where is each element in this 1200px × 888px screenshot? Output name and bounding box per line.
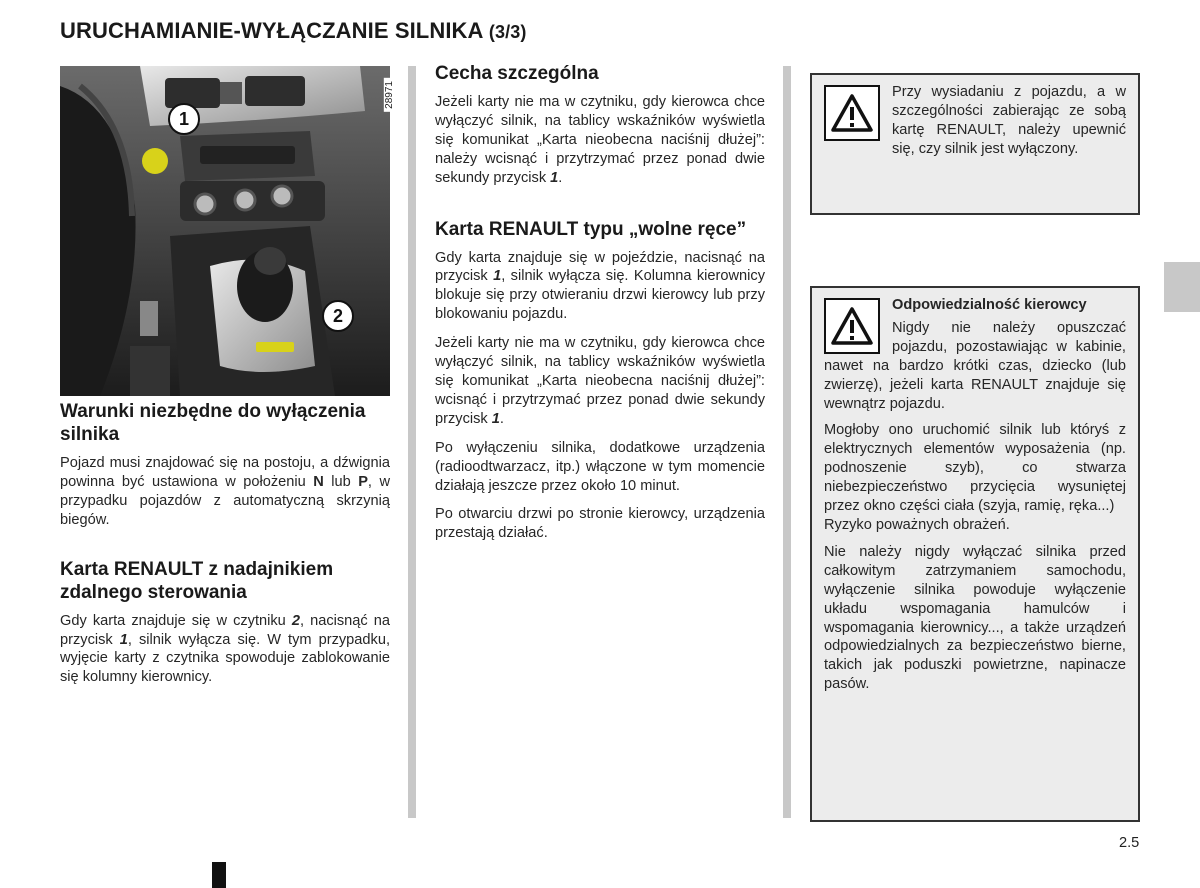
heading-hands-free-card: Karta RENAULT typu „wolne ręce”: [435, 218, 747, 240]
section-tab-marker: [1164, 262, 1200, 312]
left-column: [60, 400, 390, 697]
heading-remote-card: Karta RENAULT z nadajnikiem zdalnego sterowania: [60, 558, 334, 603]
paragraph-hands-free-2: Jeżeli karty nie ma w czytniku, gdy kierowca chce wyłączyć silnik, na tablicy wskaźników wyświetla się komunikat „Karta nieobecna naciśnij dłużej”: wcisnąć i przytrzymać przez ponad dwie sekundy przycisk 1.: [435, 335, 765, 427]
paragraph-hands-free-1: Gdy karta znajduje się w pojeździe, nacisnąć na przycisk 1, silnik wyłącza się. Kolumna kierownicy blokuje się przy otwieraniu drzwi kierowcy lub przy blokowaniu pojazdu.: [435, 249, 765, 323]
warning-box-exit: [810, 73, 1140, 215]
callout-1-start-button: 1: [168, 103, 200, 135]
dashboard-photo: [60, 66, 395, 396]
print-mark: [212, 862, 226, 888]
warning-paragraph-3: Nie należy nigdy wyłączać silnika przed całkowitym zatrzymaniem samochodu, wyłączenie silnika powoduje wyłączenie układu wspomagania hamulców i wspomagania kierownicy..., a także urządzeń odpowiedzialnych za bezpieczeństwo bierne, takich jak poduszki powietrzne, napinacze pasów.: [824, 543, 1126, 693]
column-separator-left: [408, 66, 416, 818]
column-separator-right: [783, 66, 791, 818]
paragraph-accessories: Po wyłączeniu silnika, dodatkowe urządzenia (radioodtwarzacz, itp.) włączone w tym momencie działają jeszcze przez około 10 minut.: [435, 439, 765, 494]
warning-box-driver-responsibility: [810, 286, 1140, 822]
middle-column: [435, 62, 765, 553]
warning-paragraph-1: Nigdy nie należy opuszczać pojazdu, pozostawiając w kabinie, nawet na bardzo krótki czas, dziecko (lub zwierzę), jeżeli karta RENAULT znajduje się wewnątrz pojazdu.: [824, 319, 1126, 412]
warning-paragraph-2b: Ryzyko poważnych obrażeń.: [824, 516, 1010, 533]
warning-triangle-icon: [824, 298, 880, 354]
callout-2-card-reader: 2: [322, 300, 354, 332]
warning-title: Odpowiedzialność kierowcy: [892, 297, 1087, 313]
paragraph-stop-conditions: Pojazd musi znajdować się na postoju, a dźwignia powinna być ustawiona w położeniu N lub P, w przypadku pojazdów z automatyczną skrzynią biegów.: [60, 455, 390, 528]
warning-triangle-icon: [824, 85, 880, 141]
page-number: 2.5: [1119, 835, 1140, 851]
warning-exit-text: Przy wysiadaniu z pojazdu, a w szczególności zabierając ze sobą kartę RENAULT, należy upewnić się, czy silnik jest wyłączony.: [892, 84, 1126, 157]
paragraph-special-feature: Jeżeli karty nie ma w czytniku, gdy kierowca chce wyłączyć silnik, na tablicy wskaźników wyświetla się komunikat „Karta nieobecna naciśnij dłużej”: należy wcisnąć i przytrzymać przez ponad dwie sekundy przycisk 1.: [435, 94, 765, 186]
image-code: 28971: [384, 78, 395, 112]
warning-paragraph-2: Mogłoby ono uruchomić silnik lub któryś z elektrycznych elementów wyposażenia (np. podnoszenie szyb), co stwarza niebezpieczeństwo przycięcia wysuniętej przez okno części ciała (szyja, ramię, ręka...): [824, 422, 1126, 515]
paragraph-door-open: Po otwarciu drzwi po stronie kierowcy, urządzenia przestają działać.: [435, 506, 765, 542]
heading-stop-conditions: Warunki niezbędne do wyłączenia silnika: [60, 401, 366, 445]
page-title: URUCHAMIANIE-WYŁĄCZANIE SILNIKA (3/3): [60, 18, 527, 43]
heading-special-feature: Cecha szczególna: [435, 63, 599, 84]
paragraph-remote-card: Gdy karta znajduje się w czytniku 2, nacisnąć na przycisk 1, silnik wyłącza się. W tym przypadku, wyjęcie karty z czytnika spowoduje zablokowanie się kolumny kierownicy.: [60, 612, 390, 686]
page-title-part: (3/3): [488, 22, 527, 42]
dashboard-illustration: [60, 66, 390, 396]
